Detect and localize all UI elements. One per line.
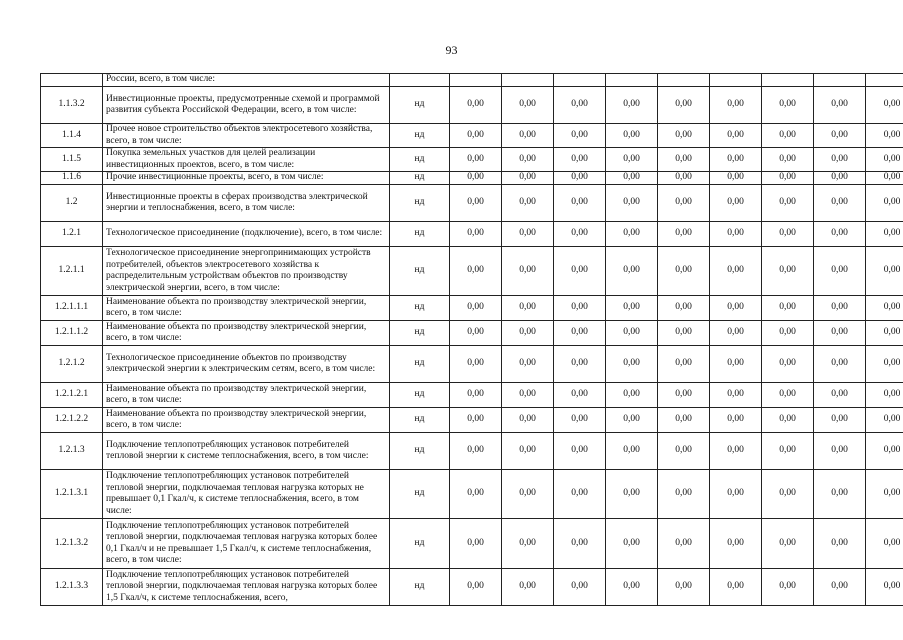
value-cell: 0,00 [762, 296, 814, 321]
value-cell: 0,00 [710, 87, 762, 124]
row-code: 1.2.1.1.1 [41, 296, 103, 321]
value-cell: 0,00 [866, 124, 903, 148]
value-cell: 0,00 [710, 172, 762, 185]
row-code: 1.1.5 [41, 148, 103, 172]
value-cell: 0,00 [502, 296, 554, 321]
value-cell [866, 74, 903, 87]
row-code: 1.2.1.3.3 [41, 569, 103, 606]
value-cell: 0,00 [814, 185, 866, 222]
row-code: 1.2.1.3.2 [41, 519, 103, 569]
row-unit: нд [390, 172, 450, 185]
value-cell: 0,00 [710, 247, 762, 296]
row-code: 1.2.1.2.2 [41, 408, 103, 433]
value-cell: 0,00 [658, 408, 710, 433]
value-cell [658, 74, 710, 87]
value-cell: 0,00 [502, 569, 554, 606]
value-cell: 0,00 [606, 321, 658, 346]
value-cell: 0,00 [762, 321, 814, 346]
value-cell: 0,00 [450, 569, 502, 606]
value-cell: 0,00 [554, 172, 606, 185]
value-cell: 0,00 [450, 346, 502, 383]
value-cell: 0,00 [866, 569, 903, 606]
value-cell: 0,00 [606, 519, 658, 569]
row-name: Подключение теплопотребляющих установок потребителей тепловой энергии, подключаемая тепловая нагрузка которых не превышает 0,1 Гкал/ч, к системе теплоснабжения, всего, в том числе: [103, 470, 390, 519]
value-cell: 0,00 [606, 383, 658, 408]
table-row [41, 74, 903, 87]
value-cell: 0,00 [710, 433, 762, 470]
value-cell: 0,00 [502, 383, 554, 408]
value-cell: 0,00 [450, 87, 502, 124]
table-row [41, 433, 903, 470]
row-name: Подключение теплопотребляющих установок потребителей тепловой энергии, подключаемая тепловая нагрузка которых более 1,5 Гкал/ч, к системе теплоснабжения, всего, [103, 569, 390, 606]
table-row [41, 346, 903, 383]
value-cell: 0,00 [866, 519, 903, 569]
value-cell: 0,00 [554, 470, 606, 519]
value-cell: 0,00 [814, 87, 866, 124]
row-code: 1.2.1 [41, 222, 103, 247]
value-cell: 0,00 [762, 247, 814, 296]
value-cell: 0,00 [502, 519, 554, 569]
value-cell: 0,00 [554, 408, 606, 433]
value-cell: 0,00 [658, 185, 710, 222]
value-cell: 0,00 [502, 247, 554, 296]
value-cell: 0,00 [762, 433, 814, 470]
page-number: 93 [445, 43, 458, 57]
row-name: Наименование объекта по производству электрической энергии, всего, в том числе: [103, 383, 390, 408]
value-cell: 0,00 [606, 247, 658, 296]
value-cell: 0,00 [450, 222, 502, 247]
value-cell [450, 74, 502, 87]
row-name: Инвестиционные проекты, предусмотренные схемой и программой развития субъекта Российской Федерации, всего, в том числе: [103, 87, 390, 124]
value-cell: 0,00 [710, 296, 762, 321]
value-cell: 0,00 [866, 346, 903, 383]
value-cell: 0,00 [554, 569, 606, 606]
row-unit: нд [390, 408, 450, 433]
row-unit: нд [390, 321, 450, 346]
value-cell: 0,00 [814, 148, 866, 172]
value-cell: 0,00 [502, 433, 554, 470]
value-cell: 0,00 [710, 185, 762, 222]
value-cell: 0,00 [606, 470, 658, 519]
value-cell [762, 74, 814, 87]
row-name: Подключение теплопотребляющих установок потребителей тепловой энергии к системе теплоснабжения, всего, в том числе: [103, 433, 390, 470]
row-unit: нд [390, 222, 450, 247]
value-cell: 0,00 [450, 247, 502, 296]
row-unit: нд [390, 519, 450, 569]
value-cell: 0,00 [814, 383, 866, 408]
row-code: 1.2.1.1 [41, 247, 103, 296]
value-cell: 0,00 [658, 346, 710, 383]
table-row [41, 470, 903, 519]
value-cell: 0,00 [450, 296, 502, 321]
value-cell: 0,00 [866, 185, 903, 222]
value-cell: 0,00 [710, 408, 762, 433]
table-row [41, 148, 903, 172]
value-cell: 0,00 [658, 519, 710, 569]
value-cell: 0,00 [502, 408, 554, 433]
table-row [41, 408, 903, 433]
row-code: 1.1.4 [41, 124, 103, 148]
row-code: 1.2.1.3.1 [41, 470, 103, 519]
value-cell: 0,00 [450, 124, 502, 148]
table-row [41, 124, 903, 148]
value-cell: 0,00 [762, 470, 814, 519]
row-unit: нд [390, 124, 450, 148]
value-cell: 0,00 [658, 383, 710, 408]
value-cell: 0,00 [658, 569, 710, 606]
value-cell: 0,00 [710, 148, 762, 172]
value-cell: 0,00 [606, 296, 658, 321]
value-cell: 0,00 [658, 148, 710, 172]
value-cell: 0,00 [814, 172, 866, 185]
row-code: 1.2.1.2.1 [41, 383, 103, 408]
value-cell: 0,00 [606, 346, 658, 383]
row-name: Прочее новое строительство объектов электросетевого хозяйства, всего, в том числе: [103, 124, 390, 148]
value-cell [606, 74, 658, 87]
value-cell: 0,00 [814, 321, 866, 346]
table-row [41, 569, 903, 606]
value-cell: 0,00 [762, 519, 814, 569]
value-cell: 0,00 [554, 383, 606, 408]
value-cell: 0,00 [606, 185, 658, 222]
value-cell: 0,00 [814, 569, 866, 606]
row-unit: нд [390, 433, 450, 470]
value-cell: 0,00 [554, 247, 606, 296]
value-cell: 0,00 [762, 222, 814, 247]
value-cell: 0,00 [762, 346, 814, 383]
value-cell: 0,00 [502, 148, 554, 172]
row-code: 1.2 [41, 185, 103, 222]
value-cell: 0,00 [450, 321, 502, 346]
value-cell: 0,00 [762, 148, 814, 172]
row-unit: нд [390, 247, 450, 296]
value-cell: 0,00 [450, 185, 502, 222]
value-cell: 0,00 [814, 346, 866, 383]
value-cell: 0,00 [658, 172, 710, 185]
value-cell: 0,00 [710, 569, 762, 606]
value-cell: 0,00 [554, 87, 606, 124]
row-code: 1.1.3.2 [41, 87, 103, 124]
value-cell: 0,00 [866, 321, 903, 346]
value-cell: 0,00 [450, 383, 502, 408]
value-cell: 0,00 [502, 470, 554, 519]
value-cell: 0,00 [658, 470, 710, 519]
value-cell: 0,00 [762, 185, 814, 222]
value-cell: 0,00 [814, 519, 866, 569]
table-row [41, 383, 903, 408]
row-code: 1.2.1.3 [41, 433, 103, 470]
row-unit: нд [390, 383, 450, 408]
value-cell: 0,00 [814, 433, 866, 470]
row-unit: нд [390, 569, 450, 606]
value-cell: 0,00 [502, 172, 554, 185]
value-cell: 0,00 [606, 222, 658, 247]
value-cell: 0,00 [866, 172, 903, 185]
row-code: 1.2.1.1.2 [41, 321, 103, 346]
row-name: Технологическое присоединение энергопринимающих устройств потребителей, объектов электросетевого хозяйства к распределительным устройствам объектов по производству электрической энергии, всего, в том числе: [103, 247, 390, 296]
row-unit: нд [390, 87, 450, 124]
table-row [41, 172, 903, 185]
value-cell: 0,00 [710, 470, 762, 519]
value-cell: 0,00 [554, 433, 606, 470]
value-cell: 0,00 [658, 433, 710, 470]
value-cell: 0,00 [866, 296, 903, 321]
value-cell: 0,00 [866, 383, 903, 408]
table-row [41, 87, 903, 124]
value-cell [554, 74, 606, 87]
investment-table [40, 73, 903, 606]
row-code: 1.1.6 [41, 172, 103, 185]
table-row [41, 185, 903, 222]
value-cell: 0,00 [762, 383, 814, 408]
value-cell: 0,00 [450, 408, 502, 433]
value-cell: 0,00 [606, 433, 658, 470]
value-cell: 0,00 [658, 321, 710, 346]
table-body [41, 74, 903, 606]
value-cell: 0,00 [866, 247, 903, 296]
value-cell: 0,00 [450, 172, 502, 185]
row-name: Инвестиционные проекты в сферах производства электрической энергии и теплоснабжения, всего, в том числе: [103, 185, 390, 222]
value-cell: 0,00 [606, 408, 658, 433]
value-cell: 0,00 [606, 172, 658, 185]
row-name: Наименование объекта по производству электрической энергии, всего, в том числе: [103, 408, 390, 433]
value-cell: 0,00 [502, 222, 554, 247]
value-cell: 0,00 [710, 222, 762, 247]
table-row [41, 247, 903, 296]
value-cell: 0,00 [554, 321, 606, 346]
row-name: Покупка земельных участков для целей реализации инвестиционных проектов, всего, в том числе: [103, 148, 390, 172]
value-cell: 0,00 [710, 321, 762, 346]
value-cell: 0,00 [710, 346, 762, 383]
table-row [41, 296, 903, 321]
value-cell: 0,00 [710, 124, 762, 148]
row-code [41, 74, 103, 87]
value-cell [502, 74, 554, 87]
value-cell: 0,00 [762, 87, 814, 124]
value-cell: 0,00 [814, 296, 866, 321]
value-cell: 0,00 [606, 87, 658, 124]
value-cell: 0,00 [762, 172, 814, 185]
value-cell: 0,00 [502, 346, 554, 383]
value-cell: 0,00 [814, 408, 866, 433]
value-cell: 0,00 [762, 408, 814, 433]
row-name: России, всего, в том числе: [103, 74, 390, 87]
value-cell: 0,00 [866, 433, 903, 470]
value-cell: 0,00 [606, 569, 658, 606]
value-cell: 0,00 [866, 222, 903, 247]
value-cell: 0,00 [450, 519, 502, 569]
value-cell: 0,00 [658, 87, 710, 124]
value-cell: 0,00 [814, 222, 866, 247]
value-cell: 0,00 [710, 383, 762, 408]
value-cell [814, 74, 866, 87]
value-cell: 0,00 [658, 222, 710, 247]
value-cell: 0,00 [762, 124, 814, 148]
value-cell: 0,00 [606, 148, 658, 172]
row-code: 1.2.1.2 [41, 346, 103, 383]
row-name: Технологическое присоединение (подключение), всего, в том числе: [103, 222, 390, 247]
row-unit: нд [390, 148, 450, 172]
value-cell: 0,00 [814, 247, 866, 296]
value-cell: 0,00 [762, 569, 814, 606]
table-row [41, 519, 903, 569]
row-unit: нд [390, 185, 450, 222]
row-name: Подключение теплопотребляющих установок потребителей тепловой энергии, подключаемая тепловая нагрузка которых более 0,1 Гкал/ч и не превышает 1,5 Гкал/ч, к системе теплоснабжения, всего, в том числе: [103, 519, 390, 569]
value-cell: 0,00 [658, 124, 710, 148]
value-cell: 0,00 [658, 296, 710, 321]
value-cell: 0,00 [554, 346, 606, 383]
value-cell: 0,00 [554, 185, 606, 222]
row-unit [390, 74, 450, 87]
value-cell: 0,00 [866, 148, 903, 172]
row-name: Наименование объекта по производству электрической энергии, всего, в том числе: [103, 296, 390, 321]
value-cell: 0,00 [866, 87, 903, 124]
row-name: Наименование объекта по производству электрической энергии, всего, в том числе: [103, 321, 390, 346]
row-unit: нд [390, 296, 450, 321]
value-cell: 0,00 [450, 148, 502, 172]
table-row [41, 321, 903, 346]
value-cell: 0,00 [450, 470, 502, 519]
row-unit: нд [390, 470, 450, 519]
value-cell: 0,00 [554, 519, 606, 569]
row-name: Прочие инвестиционные проекты, всего, в том числе: [103, 172, 390, 185]
value-cell: 0,00 [658, 247, 710, 296]
value-cell: 0,00 [710, 519, 762, 569]
value-cell: 0,00 [866, 470, 903, 519]
value-cell: 0,00 [502, 87, 554, 124]
value-cell: 0,00 [502, 321, 554, 346]
value-cell: 0,00 [814, 470, 866, 519]
value-cell: 0,00 [866, 408, 903, 433]
value-cell [710, 74, 762, 87]
value-cell: 0,00 [554, 124, 606, 148]
value-cell: 0,00 [450, 433, 502, 470]
value-cell: 0,00 [814, 124, 866, 148]
value-cell: 0,00 [502, 185, 554, 222]
table-row [41, 222, 903, 247]
value-cell: 0,00 [554, 222, 606, 247]
value-cell: 0,00 [554, 148, 606, 172]
row-name: Технологическое присоединение объектов по производству электрической энергии к электрическим сетям, всего, в том числе: [103, 346, 390, 383]
value-cell: 0,00 [554, 296, 606, 321]
row-unit: нд [390, 346, 450, 383]
value-cell: 0,00 [606, 124, 658, 148]
value-cell: 0,00 [502, 124, 554, 148]
